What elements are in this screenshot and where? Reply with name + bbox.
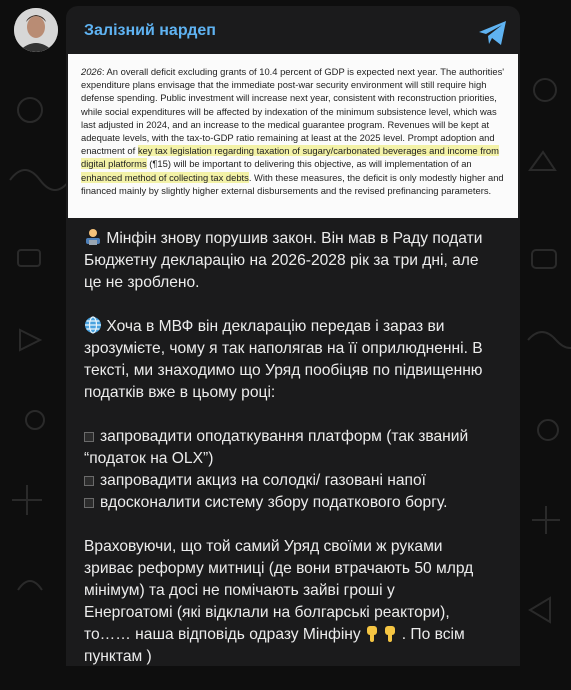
- message-bubble: [66, 6, 520, 666]
- quote-segment-3: . With these measures, the deficit is only modestly higher and financed mainly by slightly higher external disbursements and the revised prefinancing parameters.: [81, 171, 504, 196]
- pointing-down-hand-icon: [383, 624, 397, 642]
- bullet-1-line-1: запровадити оподаткування платформ (так званий: [100, 428, 469, 445]
- quote-highlight-1: key tax legislation regarding taxation of sugary/carbonated beverages and income from digital platforms: [81, 145, 499, 170]
- bullet-3: вдосконалити систему збору податкового боргу.: [100, 494, 448, 511]
- paragraph-2-line-1: Хоча в МВФ він декларацію передав і зараз ви: [106, 318, 445, 335]
- paragraph-1: [84, 228, 504, 294]
- bullet-square-icon: [84, 498, 94, 508]
- channel-name[interactable]: Залізний нардеп: [84, 22, 216, 39]
- paragraph-3-line-1: Враховуючи, що той самий Уряд своїми ж руками: [84, 538, 443, 555]
- telegram-share-icon[interactable]: [478, 20, 508, 46]
- paragraph-2-line-4: податків вже в цьому році:: [84, 384, 276, 401]
- paragraph-2: [84, 316, 504, 404]
- person-at-laptop-icon: [84, 228, 102, 246]
- quote-segment-1: : An overall deficit excluding grants of 10.4 percent of GDP is expected next year. The authorities' expenditure plans envisage that the immediate post-war security environment will still require high defense spending. Public investment will increase next year, consistent with reconstruction priorities, while social expenditures will be affected by indexation of the minimum subsistence level, which was last adjusted in 2024, and an increase to the medical guarantee program. Revenues will be kept at adequate levels, with the tax-to-GDP ratio remaining at least at the 2025 level. Prompt adoption and enactment of: [81, 66, 505, 157]
- message-text: [84, 228, 504, 690]
- paragraph-3: [84, 536, 504, 668]
- paragraph-1-line-3: це не зроблено.: [84, 274, 200, 291]
- quoted-document-image[interactable]: [68, 54, 518, 218]
- globe-icon: [84, 316, 102, 334]
- bullet-list: [84, 426, 504, 514]
- pointing-down-hand-icon: [365, 624, 379, 642]
- paragraph-3-line-4: Енергоатомі (які відклали на болгарські реактори),: [84, 604, 450, 621]
- quoted-document-text: [68, 54, 518, 197]
- bullet-square-icon: [84, 476, 94, 486]
- paragraph-1-line-1: Мінфін знову порушив закон. Він мав в Раду подати: [106, 230, 483, 247]
- paragraph-3-line-2: зриває реформу митниці (де вони втрачають 50 млрд: [84, 560, 474, 577]
- quote-highlight-2: enhanced method of collecting tax debts: [81, 171, 249, 183]
- bullet-square-icon: [84, 432, 94, 442]
- bullet-2: запровадити акциз на солодкі/ газовані напої: [100, 472, 426, 489]
- paragraph-3-line-5a: то…… наша відповідь одразу Мінфіну: [84, 626, 361, 643]
- bullet-1-line-2: “податок на OLX”): [84, 450, 214, 467]
- paragraph-1-line-2: Бюджетну декларацію на 2026-2028 рік за три дні, але: [84, 252, 479, 269]
- quote-year: 2026: [81, 66, 102, 77]
- paragraph-3-line-3: мінімум) та досі не помічають зайві гроші у: [84, 582, 395, 599]
- paragraph-3-line-6: пунктам ): [84, 648, 152, 665]
- paragraph-2-line-2: зрозумієте, чому я так наполягав на її оприлюдненні. В: [84, 340, 483, 357]
- quote-segment-2: (¶15) will be important to delivering this objective, as will implementation of an: [146, 158, 472, 170]
- paragraph-3-line-5b: . По всім: [401, 626, 465, 643]
- channel-avatar[interactable]: [14, 8, 58, 52]
- paragraph-2-line-3: тексті, ми знаходимо що Уряд пообіцяв по підвищенню: [84, 362, 483, 379]
